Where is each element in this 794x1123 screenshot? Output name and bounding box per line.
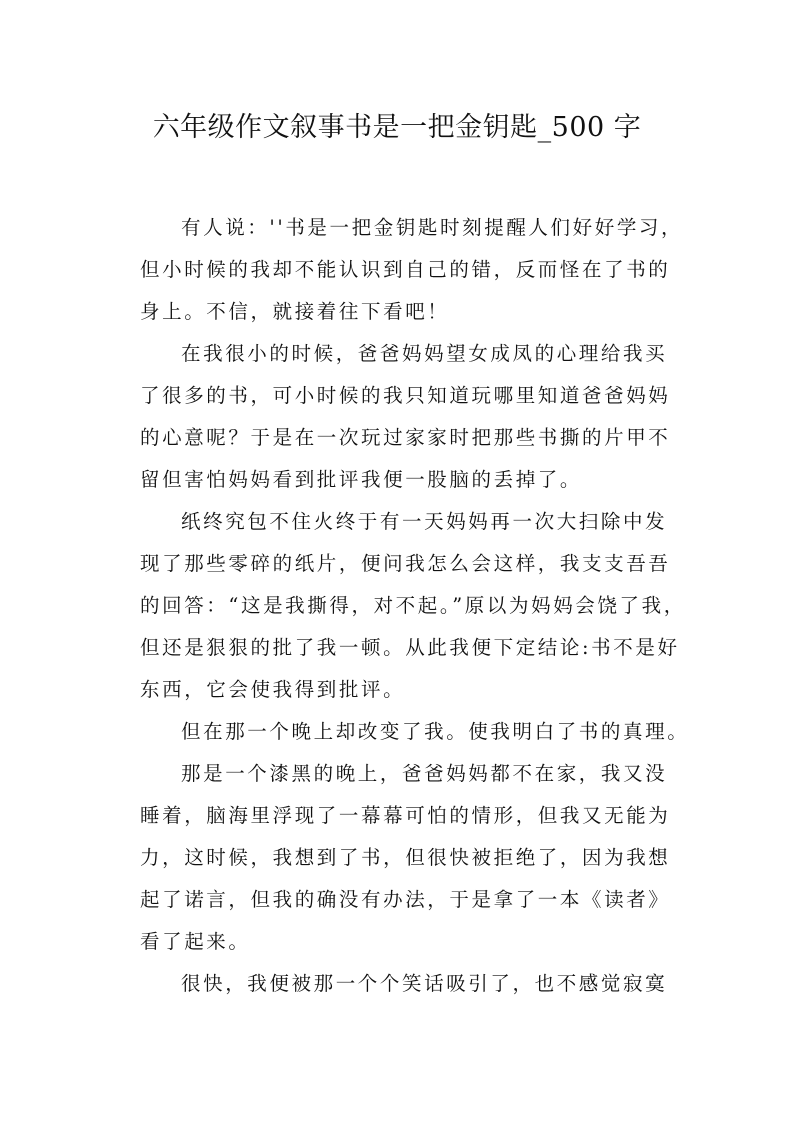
text-line: 了很多的书，可小时候的我只知道玩哪里知道爸爸妈妈 [140, 384, 671, 407]
paragraph-first-line: 纸终究包不住火终于有一天妈妈再一次大扫除中发 [181, 510, 668, 533]
text-line: 但还是狠狠的批了我一顿。从此我便下定结论:书不是好 [140, 636, 680, 659]
text-line: 睡着，脑海里浮现了一幕幕可怕的情形，但我又无能为 [140, 804, 671, 827]
paragraph-first-line: 有人说：''书是一把金钥匙时刻提醒人们好好学习， [181, 216, 684, 239]
text-line: 但小时候的我却不能认识到自己的错，反而怪在了书的 [140, 258, 671, 281]
paragraph-first-line: 在我很小的时候，爸爸妈妈望女成凤的心理给我买 [181, 342, 668, 365]
text-line: 身上。不信，就接着往下看吧！ [140, 300, 450, 323]
text-line: 力，这时候，我想到了书，但很快被拒绝了，因为我想 [140, 846, 671, 869]
text-line: 起了诺言，但我的确没有办法，于是拿了一本《读者》 [140, 888, 671, 911]
text-line: 留但害怕妈妈看到批评我便一股脑的丢掉了。 [140, 468, 583, 491]
paragraph-first-line: 那是一个漆黑的晚上，爸爸妈妈都不在家，我又没 [181, 762, 668, 785]
paragraph-first-line: 但在那一个晚上却改变了我。使我明白了书的真理。 [181, 720, 690, 743]
article-body [140, 207, 690, 1005]
text-line: 的回答：“这是我撕得，对不起。”原以为妈妈会饶了我， [140, 594, 686, 617]
text-line: 东西，它会使我得到批评。 [140, 678, 406, 701]
document-title: 六年级作文叙事书是一把金钥匙_500 字 [152, 112, 642, 143]
paragraph-first-line: 很快，我便被那一个个笑话吸引了，也不感觉寂寞 [181, 972, 668, 995]
text-line: 现了那些零碎的纸片，便问我怎么会这样，我支支吾吾 [140, 552, 671, 575]
text-line: 的心意呢？于是在一次玩过家家时把那些书撕的片甲不 [140, 426, 671, 449]
text-line: 看了起来。 [140, 930, 251, 953]
